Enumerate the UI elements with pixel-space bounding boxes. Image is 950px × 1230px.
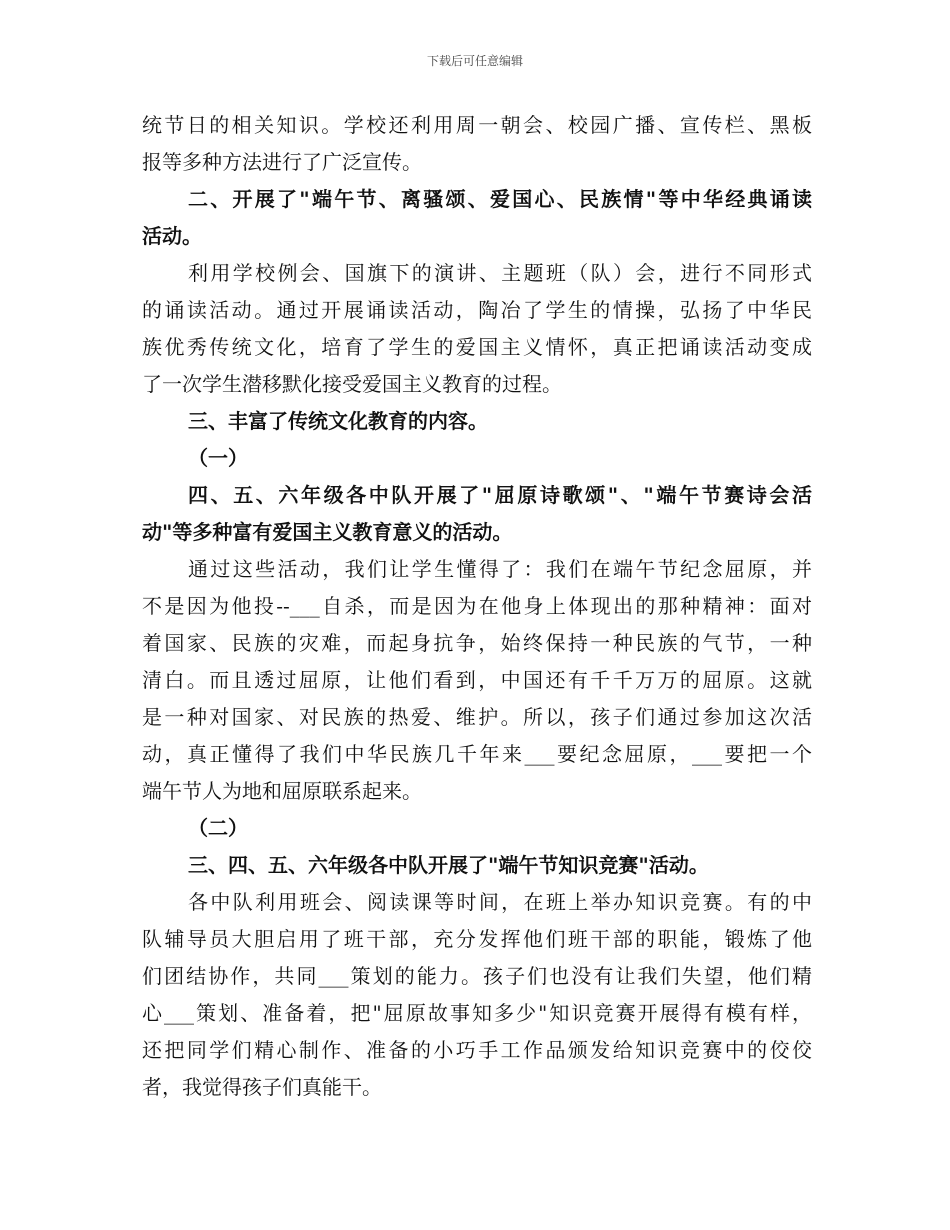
text-line: 者，我觉得孩子们真能干。 (142, 1075, 382, 1099)
text-line: 报等多种方法进行了广泛宣传。 (142, 150, 422, 174)
text-line: 还把同学们精心制作、准备的小巧手工作品颁发给知识竞赛中的佼佼 (142, 1038, 812, 1062)
heading-line: 动"等多种富有爱国主义教育意义的活动。 (142, 520, 513, 544)
document-body (142, 107, 812, 1106)
heading-line: （二） (188, 816, 248, 840)
text-line: 端午节人为地和屈原联系起来。 (142, 779, 422, 803)
heading-line: 活动。 (142, 224, 202, 248)
text-line: 统节日的相关知识。学校还利用周一朝会、校园广播、宣传栏、黑板 (142, 113, 812, 137)
heading-line: 三、丰富了传统文化教育的内容。 (188, 409, 488, 433)
text-line: 通过这些活动，我们让学生懂得了：我们在端午节纪念屈原，并 (188, 557, 812, 581)
text-line: 清白。而且透过屈原，让他们看到，中国还有千千万万的屈原。这就 (142, 668, 812, 692)
heading-line: 四、五、六年级各中队开展了"屈原诗歌颂"、"端午节赛诗会活 (188, 483, 812, 507)
text-line: 族优秀传统文化，培育了学生的爱国主义情怀，真正把诵读活动变成 (142, 335, 812, 359)
heading-line: 三、四、五、六年级各中队开展了"端午节知识竞赛"活动。 (188, 853, 709, 877)
heading-line: （一） (188, 446, 248, 470)
page-header: 下载后可任意编辑 (426, 54, 523, 68)
text-line: 是一种对国家、对民族的热爱、维护。所以，孩子们通过参加这次活 (142, 705, 812, 729)
text-line: 心___策划、准备着，把"屈原故事知多少"知识竞赛开展得有模有样， (142, 1001, 812, 1025)
text-line: 利用学校例会、国旗下的演讲、主题班（队）会，进行不同形式 (188, 261, 812, 285)
text-line: 着国家、民族的灾难，而起身抗争，始终保持一种民族的气节，一种 (142, 631, 812, 655)
text-line: 不是因为他投--___自杀，而是因为在他身上体现出的那种精神：面对 (142, 594, 812, 618)
text-line: 队辅导员大胆启用了班干部，充分发挥他们班干部的职能，锻炼了他 (142, 927, 812, 951)
text-line: 们团结协作，共同___策划的能力。孩子们也没有让我们失望，他们精 (142, 964, 812, 988)
text-line: 的诵读活动。通过开展诵读活动，陶冶了学生的情操，弘扬了中华民 (142, 298, 812, 322)
heading-line: 二、开展了"端午节、离骚颂、爱国心、民族情"等中华经典诵读 (188, 187, 812, 211)
text-line: 了一次学生潜移默化接受爱国主义教育的过程。 (142, 372, 562, 396)
text-line: 各中队利用班会、阅读课等时间，在班上举办知识竞赛。有的中 (188, 890, 812, 914)
text-line: 动，真正懂得了我们中华民族几千年来___要纪念屈原，___要把一个 (142, 742, 812, 766)
